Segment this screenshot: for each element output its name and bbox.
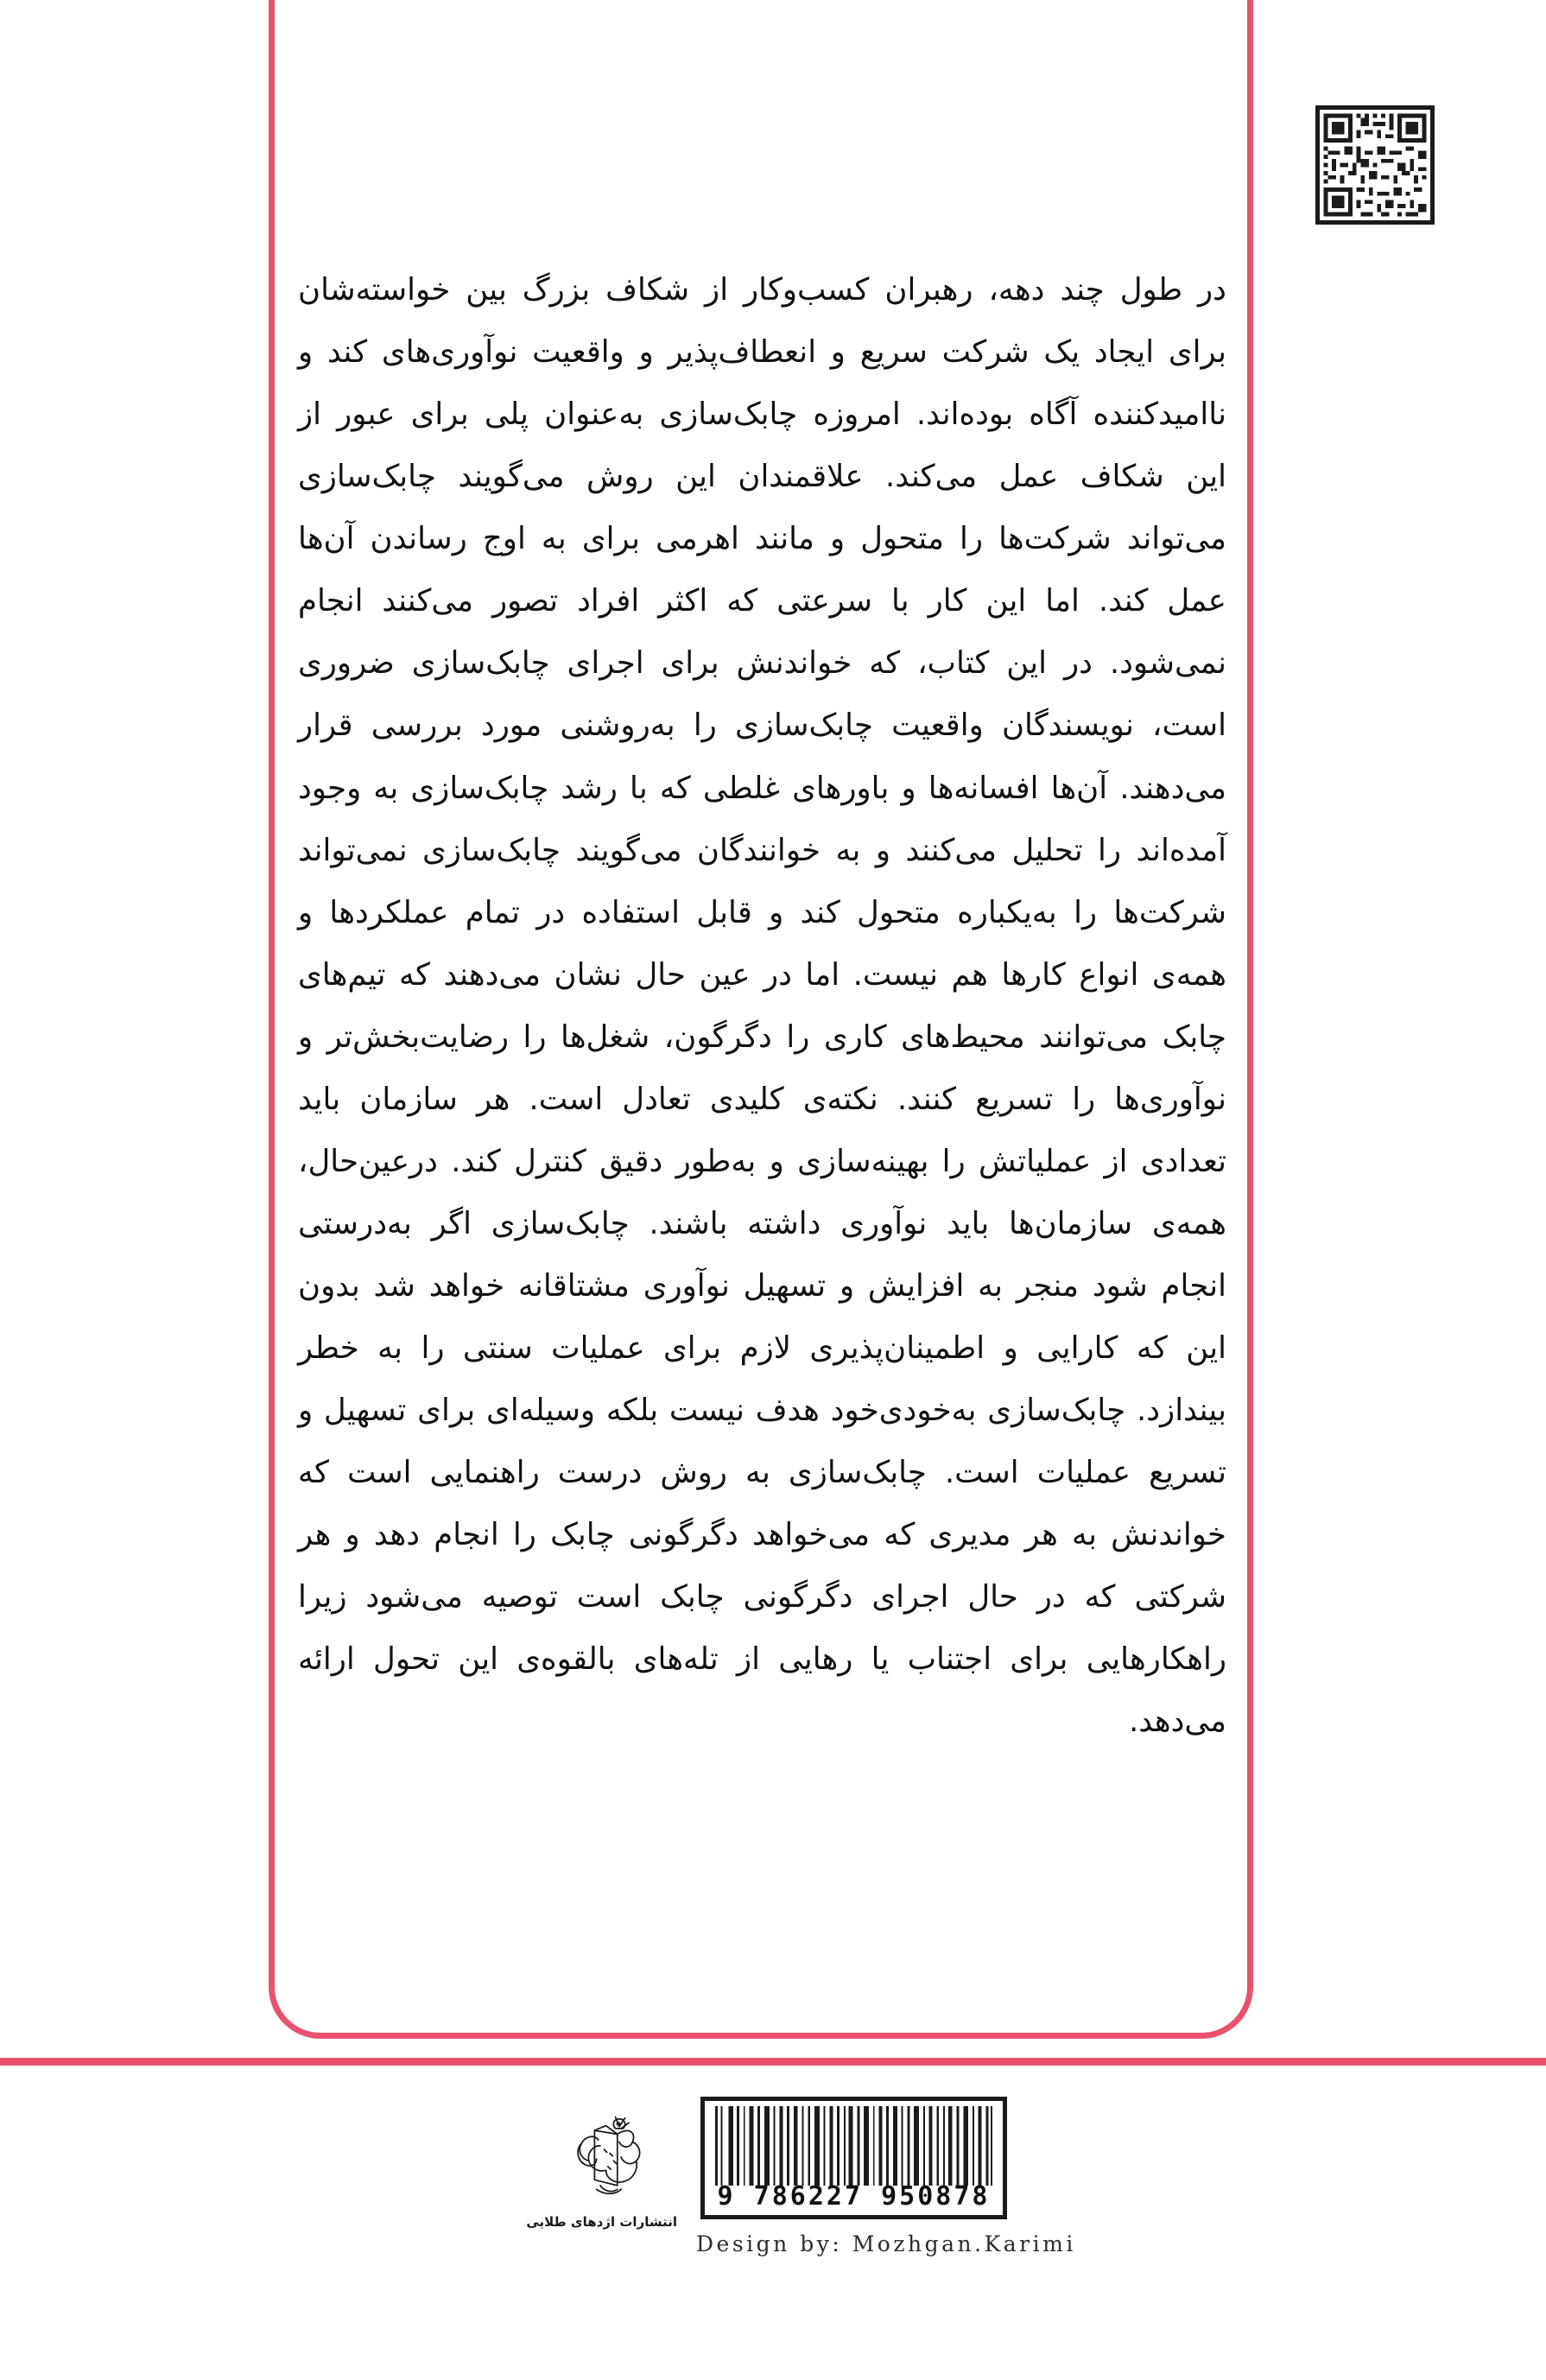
- frame-left-rule: [269, 0, 275, 1987]
- frame-bottom-corner: [269, 1883, 1253, 2039]
- qr-code-icon[interactable]: [1312, 102, 1438, 228]
- publisher-name: انتشارات اژدهای طلایی: [526, 2214, 677, 2230]
- barcode-icon: [700, 2097, 1007, 2219]
- design-credit: Design by: Mozhgan.Karimi: [696, 2231, 1076, 2256]
- frame-bottom-bar: [0, 2058, 1546, 2066]
- barcode-block: [696, 2097, 1076, 2256]
- dragon-logo-icon: [562, 2105, 657, 2211]
- frame-right-rule: [1247, 0, 1253, 1935]
- publisher-block: [526, 2105, 677, 2230]
- cover-footer: [0, 2069, 1546, 2380]
- barcode-digits: 9 786227 950878: [717, 2181, 991, 2212]
- back-cover-blurb: [298, 259, 1226, 1754]
- blurb-paragraph: در طول چند دهه، رهبران کسب‌وکار از شکاف بزرگ بین خواسته‌شان برای ایجاد یک شرکت سریع و انعطاف‌پذیر و واقعیت نوآوری‌های کند و ناامیدکننده آگاه بوده‌اند. امروزه چابک‌سازی به‌عنوان پلی برای عبور از این شکاف عمل می‌کند. علاقمندان این روش می‌گویند چابک‌سازی می‌تواند شرکت‌ها را متحول و مانند اهرمی برای به اوج رساندن آن‌ها عمل کند. اما این کار با سرعتی که اکثر افراد تصور می‌کنند انجام نمی‌شود. در این کتاب، که خواندنش برای اجرای چابک‌سازی ضروری است، نویسندگان واقعیت چابک‌سازی را به‌روشنی مورد بررسی قرار می‌دهند. آن‌ها افسانه‌ها و باورهای غلطی که با رشد چابک‌سازی به وجود آمده‌اند را تحلیل می‌کنند و به خوانندگان می‌گویند چابک‌سازی نمی‌تواند شرکت‌ها را به‌یکباره متحول کند و قابل استفاده در تمام عملکردها و همه‌ی انواع کارها هم نیست. اما در عین حال نشان می‌دهند که تیم‌های چابک می‌توانند محیط‌های کاری را دگرگون، شغل‌ها را رضایت‌بخش‌تر و نوآوری‌ها را تسریع کنند. نکته‌ی کلیدی تعادل است. هر سازمان باید تعدادی از عملیاتش را بهینه‌سازی و به‌طور دقیق کنترل کند. درعین‌حال، همه‌ی سازمان‌ها باید نوآوری داشته باشند. چابک‌سازی اگر به‌درستی انجام شود منجر به افزایش و تسهیل نوآوری مشتاقانه خواهد شد بدون این که کارایی و اطمینان‌پذیری لازم برای عملیات سنتی را به خطر بیندازد. چابک‌سازی به‌خودی‌خود هدف نیست بلکه وسیله‌ای برای تسهیل و تسریع عملیات است. چابک‌سازی به روش درست راهنمایی است که خواندنش به هر مدیری که می‌خواهد دگرگونی چابک را انجام دهد و هر شرکتی که در حال اجرای دگرگونی چابک است توصیه می‌شود زیرا راهکارهایی برای اجتناب یا رهایی از تله‌های بالقوه‌ی این تحول ارائه می‌دهد.: [298, 272, 1226, 1740]
